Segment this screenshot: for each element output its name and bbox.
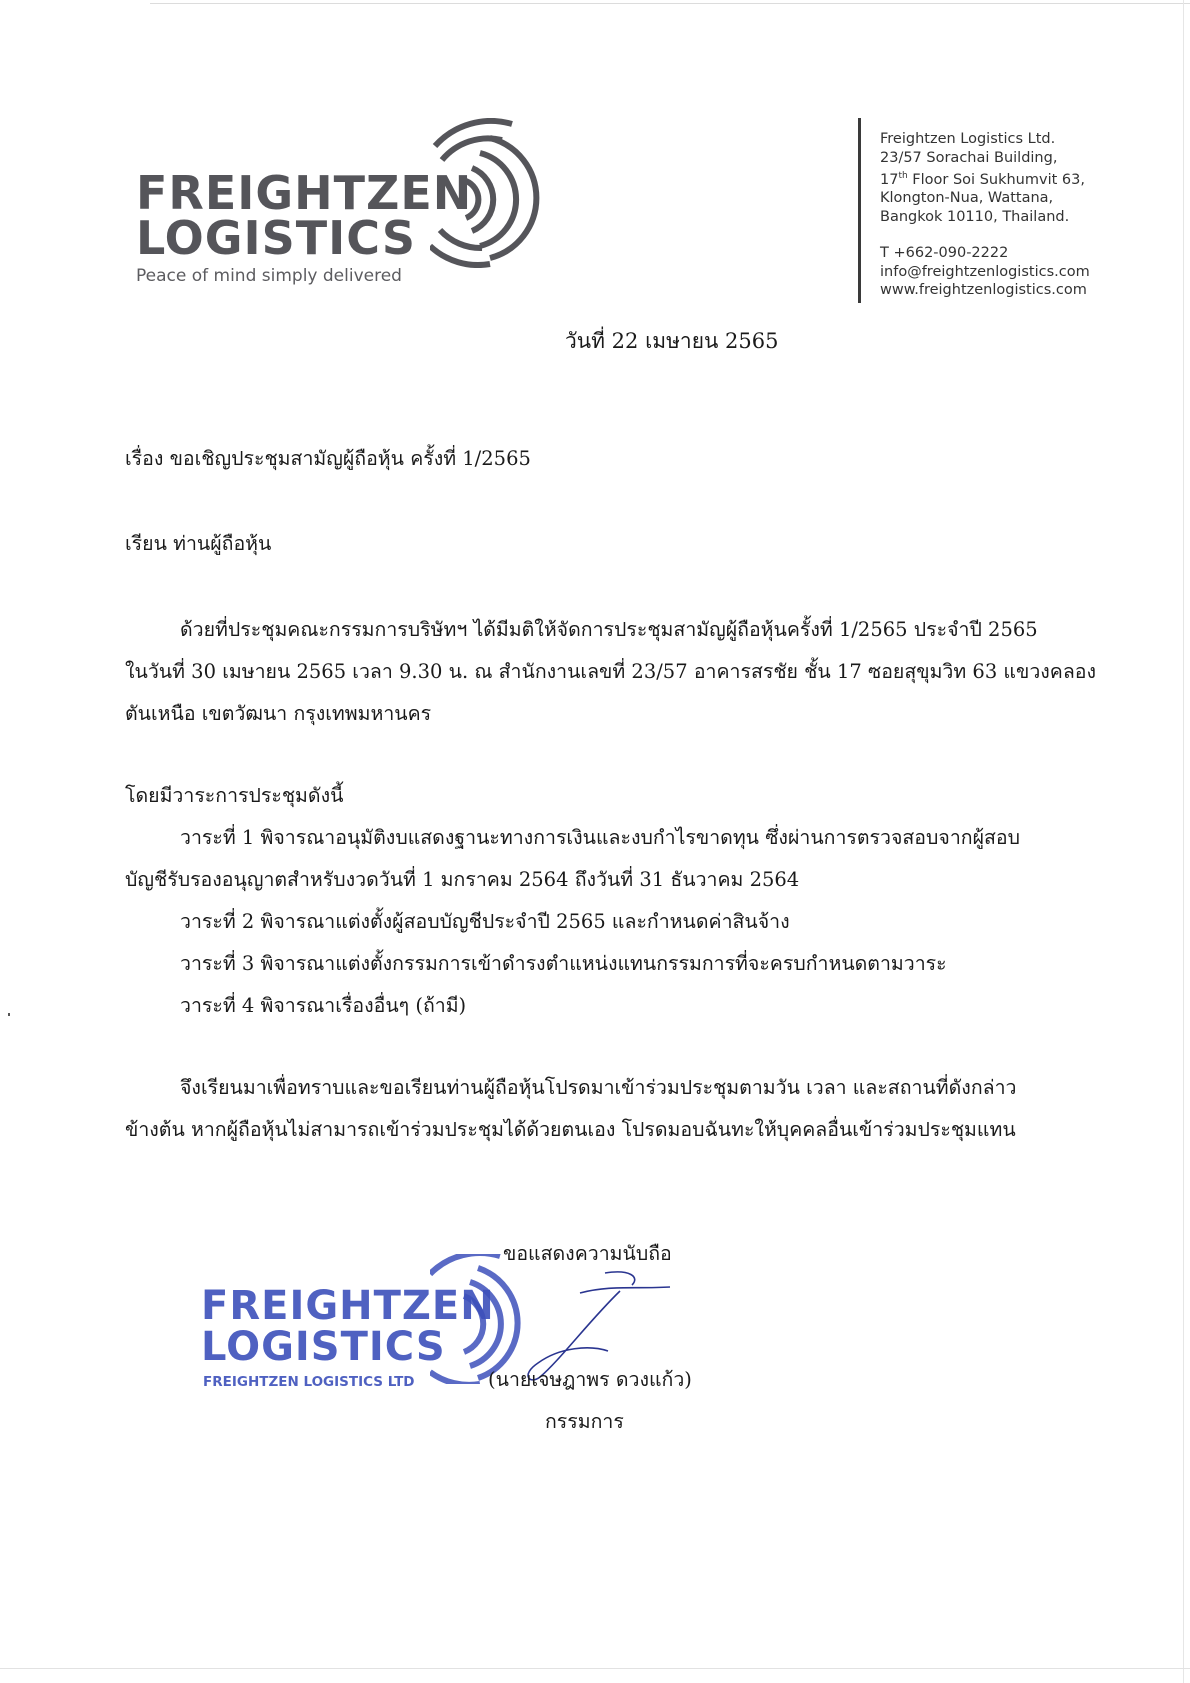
stamp-wordmark-line1: FREIGHTZEN [201,1283,495,1329]
logo-tagline: Peace of mind simply delivered [136,266,402,286]
stamp-wordmark-line2: LOGISTICS [201,1324,446,1370]
signer-position: กรรมการ [545,1410,624,1433]
address-line4: Bangkok 10110, Thailand. [880,208,1070,225]
agenda-item-1-line2: บัญชีรับรองอนุญาตสำหรับงวดวันที่ 1 มกราคม 2564 ถึงวันที่ 31 ธันวาคม 2564 [125,868,800,891]
page-right-edge [1183,0,1184,1683]
page-top-rule [150,3,1190,4]
agenda-intro: โดยมีวาระการประชุมดังนี้ [125,784,344,807]
agenda-item-4: วาระที่ 4 พิจารณาเรื่องอื่นๆ (ถ้ามี) [180,994,467,1017]
address-email[interactable]: info@freightzenlogistics.com [880,263,1090,280]
logo-wordmark-line1: FREIGHTZEN [136,166,473,220]
letter-regards: ขอแสดงความนับถือ [503,1242,672,1265]
address-line2 [880,167,1170,189]
signer-name: (นายเจษฎาพร ดวงแก้ว) [488,1368,692,1391]
letter-subject: เรื่อง ขอเชิญประชุมสามัญผู้ถือหุ้น ครั้งที่ 1/2565 [125,447,531,470]
address-line2-prefix: 17 [880,171,899,188]
address-company: Freightzen Logistics Ltd. [880,131,1056,147]
agenda-item-3: วาระที่ 3 พิจารณาแต่งตั้งกรรมการเข้าดำรงตำแหน่งแทนกรรมการที่จะครบกำหนดตามวาระ [180,952,947,975]
closing-paragraph-line2: ข้างต้น หากผู้ถือหุ้นไม่สามารถเข้าร่วมประชุมได้ด้วยตนเอง โปรดมอบฉันทะให้บุคคลอื่นเข้าร่วมประชุมแทน [125,1118,1016,1141]
agenda-item-2: วาระที่ 2 พิจารณาแต่งตั้งผู้สอบบัญชีประจำปี 2565 และกำหนดค่าสินจ้าง [180,910,790,933]
company-address [880,130,1170,300]
letter-salutation: เรียน ท่านผู้ถือหุ้น [125,532,272,555]
company-logo [130,118,570,288]
address-line3: Klongton-Nua, Wattana, [880,190,1054,207]
address-divider [858,118,861,303]
paragraph1-line3: ตันเหนือ เขตวัฒนา กรุงเทพมหานคร [125,702,432,725]
closing-paragraph-line1: จึงเรียนมาเพื่อทราบและขอเรียนท่านผู้ถือหุ้นโปรดมาเข้าร่วมประชุมตามวัน เวลา และสถานที่ดังกล่าว [180,1076,1017,1099]
logo-wordmark-line2: LOGISTICS [136,211,417,265]
letter-date: วันที่ 22 เมษายน 2565 [565,329,779,353]
stamp-company-name: FREIGHTZEN LOGISTICS LTD [203,1374,415,1390]
address-line1: 23/57 Sorachai Building, [880,149,1058,166]
address-website[interactable]: www.freightzenlogistics.com [880,282,1087,299]
address-line2-sup: th [898,171,908,181]
agenda-item-1-line1: วาระที่ 1 พิจารณาอนุมัติงบแสดงฐานะทางการเงินและงบกำไรขาดทุน ซึ่งผ่านการตรวจสอบจากผู้สอบ [180,826,1020,849]
address-phone: T +662-090-2222 [880,245,1009,262]
paragraph1-line1: ด้วยที่ประชุมคณะกรรมการบริษัทฯ ได้มีมติให้จัดการประชุมสามัญผู้ถือหุ้นครั้งที่ 1/2565 ประจำปี 2565 [180,618,1038,641]
margin-mark [8,1013,10,1016]
paragraph1-line2: ในวันที่ 30 เมษายน 2565 เวลา 9.30 น. ณ สำนักงานเลขที่ 23/57 อาคารสรชัย ชั้น 17 ซอยสุขุมวิท 63 แขวงคลอง [125,660,1097,683]
page-bottom-rule [0,1668,1190,1669]
address-line2-rest: Floor Soi Sukhumvit 63, [907,171,1085,188]
